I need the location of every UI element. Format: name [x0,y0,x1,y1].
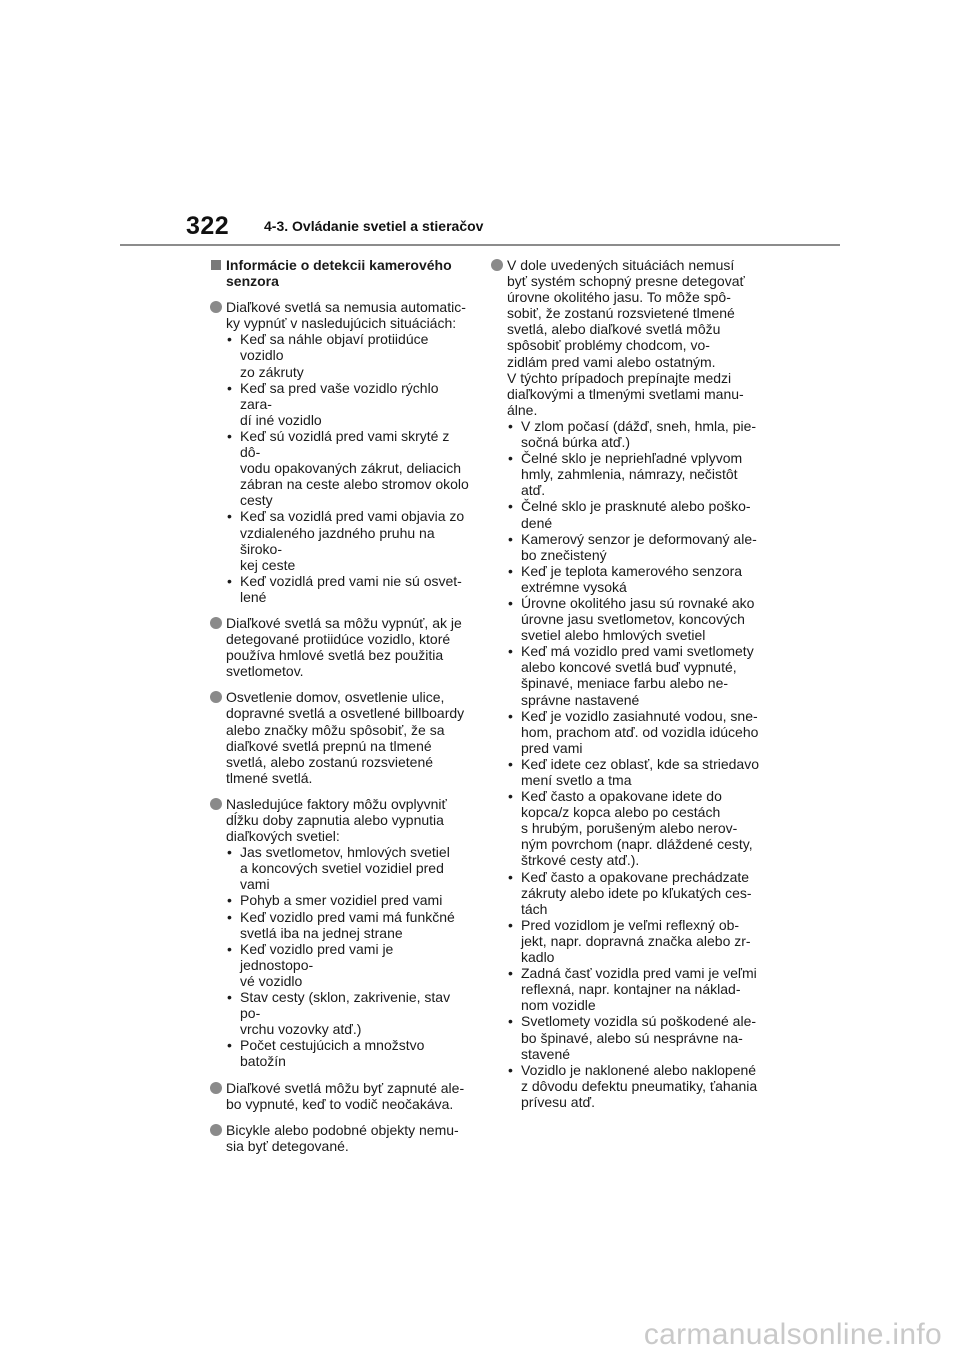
item-text-line: diaľkové svetlá prepnú na tlmené [226,737,432,754]
item-text-line: Diaľkové svetlá sa môžu vypnúť, ak je [226,614,462,631]
item-text-line: alebo značky môžu spôsobiť, že sa [226,721,445,738]
sub-item-text-line: atď. [521,482,546,499]
sub-bullet-item [507,498,761,530]
sub-bullet-marker: • [508,530,513,547]
sub-bullet-marker: • [227,379,232,396]
sub-bullet-marker: • [227,892,232,909]
sub-item-text-line: Čelné sklo je nepriehľadné vplyvom [521,450,743,467]
item-text-line: zidlám pred vami alebo ostatným. [507,353,716,370]
round-bullet-icon [210,617,222,629]
sub-item-text-line: sočná búrka atď.) [521,434,630,451]
item-text-line: svetlá, alebo zostanú rozsvietené [226,753,434,770]
sub-item-text-line: Keď vozidlo pred vami je jednostopo- [240,940,394,973]
left-column [210,257,470,1164]
sub-bullet-marker: • [227,1037,232,1054]
sub-bullet-item [226,1037,470,1069]
sub-item-text-line: Úrovne okolitého jasu sú rovnaké ako [521,594,755,611]
item-text-line: Bicykle alebo podobné objekty nemu- [226,1121,459,1138]
item-text-line: V dole uvedených situáciách nemusí [507,257,735,273]
sub-bullet-item [507,1013,761,1061]
sub-item-text-line: V zlom počasí (dážď, sneh, hmla, pie- [521,417,757,434]
sub-item-text-line: hom, prachom atď. od vozidla idúceho [521,723,759,740]
sub-bullet-marker: • [227,427,232,444]
item-text-line: dĺžku doby zapnutia alebo vypnutia [226,812,444,828]
item-text-line: používa hmlové svetlá bez použitia [226,647,444,664]
sub-item-text-line: štrkové cesty atď.). [521,852,640,869]
sub-bullet-marker: • [227,908,232,925]
item-text-line: álne. [507,401,538,418]
sub-bullet-marker: • [508,498,513,515]
item-text-line: Nasledujúce faktory môžu ovplyvniť [226,795,447,812]
sub-bullet-item [507,965,761,1013]
sub-item-text-line: Počet cestujúcich a množstvo batožín [240,1037,425,1070]
sub-item-text-line: z dôvodu defektu pneumatiky, ťahania [521,1077,758,1094]
sub-item-text-line: kopca/z kopca alebo po cestách [521,804,721,821]
item-text-line: Osvetlenie domov, osvetlenie ulice, [226,689,445,706]
sub-bullet-item [226,380,470,428]
sub-bullet-marker: • [227,989,232,1006]
item-text-line: svetlometov. [226,663,304,680]
sub-item-text-line: Keď je teplota kamerového senzora [521,562,743,579]
item-text-line: sobiť, že zostanú rozsvietené tlmené [507,305,735,322]
bullet-item [210,796,470,1070]
sub-item-text-line: Stav cesty (sklon, zakrivenie, stav po- [240,989,451,1022]
sub-item-text-line: Keď často a opakovane idete do [521,788,722,805]
sub-item-text-line: dené [521,514,553,531]
item-text-line: Diaľkové svetlá môžu byť zapnuté ale- [226,1079,465,1096]
sub-item-text-line: špinavé, meniace farbu alebo ne- [521,675,729,692]
sub-item-text-line: hmly, zahmlenia, námrazy, nečistôt [521,466,738,483]
bullet-item [210,615,470,679]
sub-item-text-line: Keď sa pred vaše vozidlo rýchlo zara- [240,379,439,412]
section-title: 4-3. Ovládanie svetiel a stieračov [264,218,484,234]
sub-item-text-line: svetlá iba na jednej strane [240,924,403,941]
bullet-item [491,257,761,1110]
sub-bullet-marker: • [508,755,513,772]
subsection-heading [210,257,470,289]
round-bullet-icon [210,691,222,703]
item-text-line: byť systém schopný presne detegovať [507,273,745,290]
sub-bullet-marker: • [508,788,513,805]
sub-item-text-line: Keď má vozidlo pred vami svetlomety [521,643,754,660]
item-text-line: úrovne okolitého jasu. To môže spô- [507,289,731,306]
sub-item-text-line: cesty [240,492,273,509]
sub-item-text-line: Pohyb a smer vozidiel pred vami [240,892,443,909]
sub-bullet-marker: • [508,562,513,579]
sub-item-text-line: svetiel alebo hmlových svetiel [521,627,706,644]
round-bullet-icon [491,259,503,271]
sub-item-text-line: Kamerový senzor je deformovaný ale- [521,530,757,547]
sub-bullet-item [507,869,761,917]
sub-item-text-line: zo zákruty [240,363,304,380]
sub-item-text-line: Keď sa náhle objaví protiidúce vozidlo [240,331,429,364]
sub-item-text-line: dí iné vozidlo [240,411,322,428]
sub-item-text-line: správne nastavené [521,691,640,708]
sub-bullet-marker: • [508,1061,513,1078]
site-watermark: carmanualsonline.info [643,1318,942,1351]
item-text-line: tlmené svetlá. [226,769,313,786]
sub-item-text-line: Keď sa vozidlá pred vami objavia zo [240,508,465,525]
item-text-line: Diaľkové svetlá sa nemusia automatic- [226,299,466,316]
sub-item-text-line: stavené [521,1045,571,1062]
sub-item-text-line: Keď idete cez oblasť, kde sa striedavo [521,755,759,772]
item-text-line: sia byť detegované. [226,1137,349,1154]
sub-item-text-line: zábran na ceste alebo stromov okolo [240,476,469,493]
sub-item-text-line: ným povrchom (napr. dláždené cesty, [521,836,753,853]
sub-item-text-line: Svetlomety vozidla sú poškodené ale- [521,1013,757,1030]
sub-item-text-line: Keď často a opakovane prechádzate [521,868,750,885]
header-divider [120,244,840,246]
sub-item-text-line: Jas svetlometov, hmlových svetiel [240,844,450,861]
sub-bullet-item [507,643,761,707]
round-bullet-icon [210,1124,222,1136]
sub-bullet-item [507,708,761,756]
sub-item-text-line: Čelné sklo je prasknuté alebo poško- [521,498,751,515]
sub-bullet-item [226,331,470,379]
page-number: 322 [186,212,230,240]
sub-item-text-line: s hrubým, porušeným alebo nerov- [521,820,738,837]
sub-bullet-marker: • [508,965,513,982]
round-bullet-icon [210,798,222,810]
sub-bullet-item [507,1062,761,1110]
sub-bullet-marker: • [227,508,232,525]
sub-item-text-line: bo znečistený [521,546,607,563]
sub-bullet-marker: • [508,417,513,434]
left-item-list [210,299,470,1154]
heading-text: Informácie o detekcii kamerového senzora [226,257,452,290]
page-header [0,0,960,250]
sub-bullet-item [226,941,470,989]
sub-item-text-line: úrovne jasu svetlometov, koncových [521,611,745,628]
sub-bullet-marker: • [227,331,232,348]
sub-item-text-line: bo špinavé, alebo sú nesprávne na- [521,1029,743,1046]
round-bullet-icon [210,301,222,313]
sub-item-text-line: kej ceste [240,556,296,573]
round-bullet-icon [210,1082,222,1094]
sub-item-text-line: prívesu atď. [521,1093,595,1110]
item-text-line: svetlá, alebo diaľkové svetlá môžu [507,321,721,338]
item-text-line: diaľkových svetiel: [226,828,340,845]
sub-bullet-marker: • [508,1013,513,1030]
item-text-line: spôsobiť problémy chodcom, vo- [507,337,710,354]
item-text-line: V týchto prípadoch prepínajte medzi [507,369,732,386]
sub-bullet-item [507,788,761,868]
sub-item-text-line: vzdialeného jazdného pruhu na široko- [240,524,435,557]
sub-item-text-line: nom vozidle [521,997,596,1014]
right-column [491,257,761,1120]
sub-item-text-line: Keď je vozidlo zasiahnuté vodou, sne- [521,707,758,724]
sub-bullet-item [226,909,470,941]
sub-item-text-line: a koncových svetiel vozidiel pred vami [240,860,444,893]
sub-item-text-line: vrchu vozovky atď.) [240,1021,362,1038]
sub-bullet-marker: • [227,844,232,861]
sub-bullet-marker: • [508,594,513,611]
sub-bullet-item [226,573,470,605]
square-bullet-icon [211,260,221,270]
sub-item-text-line: extrémne vysoká [521,578,627,595]
sub-item-text-line: Pred vozidlom je veľmi reflexný ob- [521,916,740,933]
sub-item-text-line: pred vami [521,739,583,756]
sub-item-text-line: zákruty alebo idete po kľukatých ces- [521,884,752,901]
sub-bullet-item [226,428,470,508]
sub-bullet-marker: • [508,868,513,885]
sub-bullet-marker: • [227,572,232,589]
sub-bullet-item [507,418,761,450]
sub-item-text-line: reflexná, napr. kontajner na náklad- [521,981,741,998]
bullet-item [210,299,470,605]
sub-bullet-item [507,595,761,643]
sub-bullet-item [507,917,761,965]
sub-bullet-item [226,844,470,892]
sub-bullet-marker: • [508,643,513,660]
item-text-line: diaľkovými a tlmenými svetlami manu- [507,385,744,402]
sub-item-text-line: lené [240,588,267,605]
sub-bullet-item [226,892,470,908]
item-text-line: dopravné svetlá a osvetlené billboardy [226,705,465,722]
sub-bullet-marker: • [508,916,513,933]
sub-item-text-line: Keď vozidlá pred vami nie sú osvet- [240,572,462,589]
sub-bullet-item [507,450,761,498]
sub-bullet-marker: • [508,450,513,467]
sub-bullet-marker: • [508,707,513,724]
sub-bullet-item [226,989,470,1037]
sub-item-text-line: tách [521,900,548,917]
sub-bullet-item [507,531,761,563]
sub-bullet-marker: • [227,940,232,957]
item-text-line: ky vypnúť v nasledujúcich situáciách: [226,315,457,332]
sub-item-text-line: Keď vozidlo pred vami má funkčné [240,908,455,925]
bullet-item [210,1080,470,1112]
sub-item-text-line: alebo koncové svetlá buď vypnuté, [521,659,737,676]
sub-bullet-item [507,563,761,595]
sub-item-text-line: Keď sú vozidlá pred vami skryté z dô- [240,427,450,461]
sub-item-text-line: Vozidlo je naklonené alebo naklopené [521,1061,757,1078]
bullet-item [210,689,470,786]
sub-item-text-line: mení svetlo a tma [521,772,632,788]
sub-item-text-line: kadlo [521,949,555,966]
sub-item-text-line: vodu opakovaných zákrut, deliacich [240,460,462,477]
sub-item-text-line: Zadná časť vozidla pred vami je veľmi [521,965,757,982]
sub-bullet-item [226,508,470,572]
item-text-line: bo vypnuté, keď to vodič neočakáva. [226,1095,454,1112]
sub-item-text-line: vé vozidlo [240,972,303,989]
right-item-list [491,257,761,1110]
sub-item-text-line: jekt, napr. dopravná značka alebo zr- [521,932,751,949]
item-text-line: detegované protiidúce vozidlo, ktoré [226,631,451,648]
sub-bullet-item [507,756,761,788]
bullet-item [210,1122,470,1154]
